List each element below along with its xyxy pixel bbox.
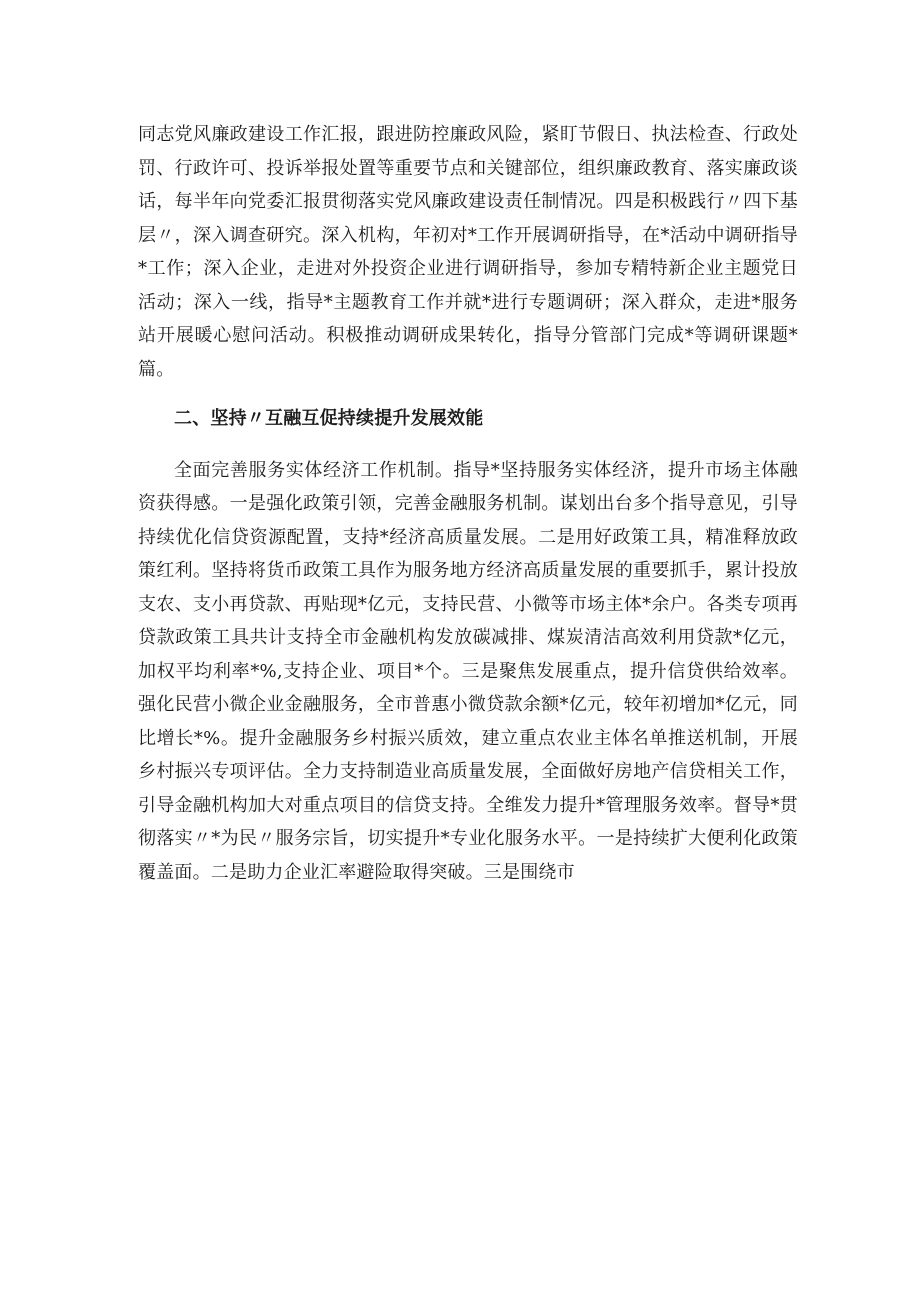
body-paragraph-1: 同志党风廉政建设工作汇报，跟进防控廉政风险，紧盯节假日、执法检查、行政处罚、行政许可、投诉举报处置等重要节点和关键部位，组织廉政教育、落实廉政谈话，每半年向党委汇报贯彻落实党风廉政建设责任制情况。四是积极践行〃四下基层〃，深入调查研究。深入机构，年初对*工作开展调研指导，在*活动中调研指导*工作；深入企业，走进对外投资企业进行调研指导，参加专精特新企业主题党日活动；深入一线，指导*主题教育工作并就*进行专题调研；深入群众，走进*服务站开展暖心慰问活动。积极推动调研成果转化，指导分管部门完成*等调研课题*篇。 — [138, 124, 798, 380]
section-heading-2: 二、坚持〃互融互促持续提升发展效能 — [174, 408, 484, 429]
body-paragraph-2: 全面完善服务实体经济工作机制。指导*坚持服务实体经济，提升市场主体融资获得感。一是强化政策引领，完善金融服务机制。谋划出台多个指导意见，引导持续优化信贷资源配置，支持*经济高质量发展。二是用好政策工具，精准释放政策红利。坚持将货币政策工具作为服务地方经济高质量发展的重要抓手，累计投放支农、支小再贷款、再贴现*亿元，支持民营、小微等市场主体*余户。各类专项再贷款政策工具共计支持全市金融机构发放碳减排、煤炭清洁高效利用贷款*亿元，加权平均利率*%,支持企业、项目*个。三是聚焦发展重点，提升信贷供给效率。强化民营小微企业金融服务，全市普惠小微贷款余额*亿元，较年初增加*亿元，同比增长*%。提升金融服务乡村振兴质效，建立重点农业主体名单推送机制，开展乡村振兴专项评估。全力支持制造业高质量发展，全面做好房地产信贷相关工作，引导金融机构加大对重点项目的信贷支持。全维发力提升*管理服务效率。督导*贯彻落实〃*为民〃服务宗旨，切实提升*专业化服务水平。一是持续扩大便利化政策覆盖面。二是助力企业汇率避险取得突破。三是围绕市 — [138, 459, 798, 883]
document-body — [138, 118, 798, 889]
